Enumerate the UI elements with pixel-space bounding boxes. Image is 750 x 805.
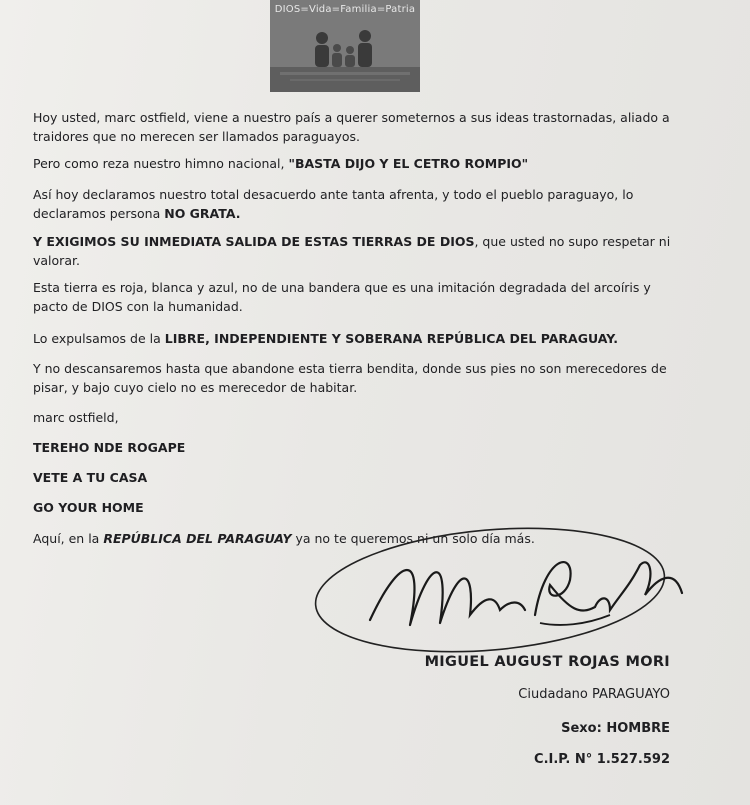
signer-id [534,752,670,767]
paragraph-6 [33,329,673,348]
signer-sex-text: Sexo: HOMBRE [561,721,670,736]
paragraph-4-bold: Y EXIGIMOS SU INMEDIATA SALIDA DE ESTAS TIERRAS DE DIOS [33,234,475,249]
slogan-line-2: VETE A TU CASA [33,470,148,485]
paragraph-3-bold: NO GRATA. [164,206,241,221]
signer-name-text: MIGUEL AUGUST ROJAS MORI [424,654,670,670]
paragraph-7: Y no descansaremos hasta que abandone esta tierra bendita, donde sus pies no son merecedores de pisar, y bajo cuyo cielo no es merecedor de habitar. [33,361,667,395]
signer-citizenship-text: Ciudadano PARAGUAYO [518,687,670,702]
paragraph-6-text: Lo expulsamos de la [33,331,165,346]
signer-citizenship [518,687,670,702]
header-logo [270,0,420,92]
slogan-line-1: TEREHO NDE ROGAPE [33,440,186,455]
paragraph-2-text: Pero como reza nuestro himno nacional, [33,156,289,171]
signer-sex [561,721,670,736]
paragraph-2 [33,154,673,173]
header-motto: DIOS=Vida=Familia=Patria [274,4,416,15]
closing-text-c: ya no te queremos ni un solo día más. [291,531,535,546]
paragraph-6-bold: LIBRE, INDEPENDIENTE Y SOBERANA REPÚBLICA DEL PARAGUAY. [164,331,618,346]
closing-text-a: Aquí, en la [33,531,104,546]
paragraph-2-bold: "BASTA DIJO Y EL CETRO ROMPIO" [288,156,529,171]
signer-name [425,654,670,670]
paragraph-4 [33,232,673,270]
paragraph-4-text: , que usted no supo respetar ni valorar. [33,234,671,268]
paragraph-5: Esta tierra es roja, blanca y azul, no de una bandera que es una imitación degradada del arcoíris y pacto de DIOS con la humanidad. [33,280,651,314]
paragraph-3 [33,185,673,223]
slogan-line-3: GO YOUR HOME [33,500,144,515]
salutation: marc ostfield, [33,410,119,425]
closing-country: REPÚBLICA DEL PARAGUAY [103,531,292,546]
handwritten-signature [310,515,700,665]
signer-id-text: C.I.P. N° 1.527.592 [534,752,670,767]
paragraph-3-text: Así hoy declaramos nuestro total desacuerdo ante tanta afrenta, y todo el pueblo paraguayo, lo declaramos persona [33,187,634,221]
paragraph-1: Hoy usted, marc ostfield, viene a nuestro país a querer someternos a sus ideas trastornadas, aliado a traidores que no merecen ser llamados paraguayos. [33,110,670,144]
